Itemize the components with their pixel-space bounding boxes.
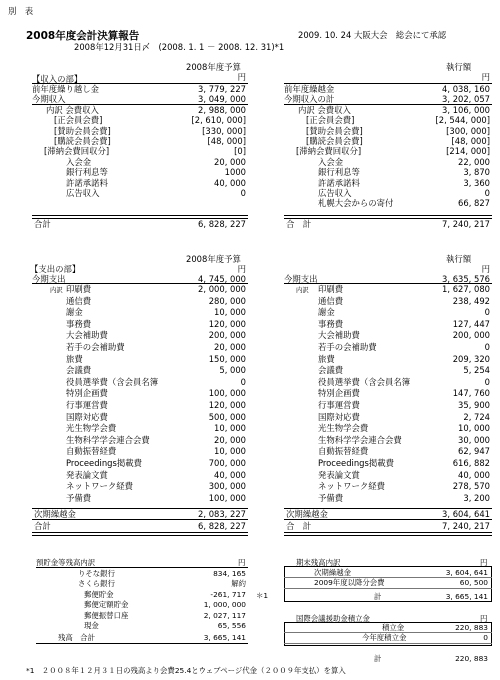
expense-budget-row-value: 280, 000	[208, 295, 246, 306]
expense-actual-row-label: 発表論文賞	[318, 469, 360, 480]
income-budget-row-label: 入会金	[66, 156, 92, 167]
period-end-row-label: 次期繰越金	[314, 568, 351, 577]
income-actual-row-label: [正会員会費]	[306, 115, 355, 126]
income-actual-row-label: 広告収入	[318, 188, 352, 198]
deposit-row-label: りそな銀行	[78, 569, 115, 578]
expense-budget-row-label: 会議費	[66, 365, 92, 376]
expense-budget-row-label: 役員選挙費（含会員名簿	[66, 376, 159, 387]
expense-actual-row-label: 予備費	[318, 492, 344, 503]
carry-label-left: 次期繰越金	[34, 509, 76, 519]
annex-label: 別 表	[8, 6, 34, 16]
deposit-row-value: -261, 717	[210, 589, 246, 599]
intl-fund-row-value: 220, 883	[455, 623, 488, 632]
income-budget-row-value: [0]	[234, 146, 246, 157]
expense-head-label-left: 今期支出	[32, 274, 66, 284]
income-budget-row-label: 前年度繰り越し金	[32, 84, 99, 94]
expense-budget-row-label: 事務費	[66, 318, 92, 329]
expense-actual-row-label: 若手の会補助費	[318, 342, 377, 352]
expense-actual-row-value: 238, 492	[452, 295, 490, 306]
expense-head-value-right: 3, 635, 576	[442, 274, 490, 284]
income-actual-row-label: 札幌大会からの寄付	[318, 198, 394, 209]
expense-actual-row-value: 278, 570	[452, 481, 490, 492]
income-budget-row-value: 40, 000	[214, 177, 246, 188]
income-unit-right: 円	[481, 72, 490, 82]
expense-budget-row-value: 10, 000	[214, 446, 246, 457]
expense-budget-row-label: 旅費	[66, 353, 83, 364]
income-unit-left: 円	[237, 72, 246, 82]
expense-actual-row-label: 光生物学会費	[318, 423, 369, 434]
intl-fund-total-label: 計	[374, 654, 382, 663]
income-budget-row-label: 内訳 会費収入	[46, 104, 99, 115]
expense-unit-left: 円	[237, 264, 246, 274]
income-actual-row-value: 3, 106, 000	[442, 104, 490, 115]
income-actual-row-label: 許諾承諾料	[318, 177, 360, 188]
expense-budget-row-value: 10, 000	[214, 423, 246, 434]
income-budget-row-value: 0	[240, 188, 246, 198]
footnote-marker: ＊1	[256, 591, 269, 600]
income-actual-row-label: 内訳 会費収入	[298, 104, 351, 115]
income-actual-row-value: 22, 000	[458, 156, 490, 167]
expense-actual-row-value: 209, 320	[452, 353, 490, 364]
expense-actual-row-label: 役員選挙費（含会員名簿	[318, 376, 411, 387]
income-budget-row-value: [48, 000]	[207, 136, 246, 146]
expense-budget-row-label: 光生物学会費	[66, 423, 117, 434]
expense-actual-row-label: 特別企画費	[318, 388, 360, 399]
expense-budget-row-label: 通信費	[66, 295, 92, 306]
expense-actual-row-value: 3, 200	[463, 492, 490, 503]
income-budget-row-label: 広告収入	[66, 188, 100, 198]
expense-budget-row-value: 20, 000	[214, 434, 246, 445]
expense-actual-row-label: ネットワーク経費	[318, 481, 385, 492]
expense-budget-row-label: 印刷費	[66, 284, 92, 294]
expense-budget-row-label: 予備費	[66, 492, 92, 503]
expense-budget-row-label: 謝金	[66, 307, 83, 318]
approval-note: 2009. 10. 24 大阪大会 総会にて承認	[298, 30, 447, 40]
income-total-label-left: 合計	[34, 219, 51, 229]
deposits-total-label: 残高 合計	[58, 633, 95, 642]
income-actual-row-label: [購読会員会費]	[306, 136, 363, 146]
deposit-row-label: さくら銀行	[78, 579, 115, 589]
deposit-row-label: 郵便貯金	[84, 589, 114, 599]
expense-breakdown-tag-left: 内訳	[50, 286, 63, 294]
expense-budget-row-value: 0	[240, 376, 246, 387]
expense-budget-row-label: 自動振替経費	[66, 446, 117, 457]
deposits-total: 3, 665, 141	[203, 633, 246, 642]
expense-actual-row-value: 40, 000	[458, 469, 490, 480]
income-actual-row-label: 入会金	[318, 156, 344, 167]
expense-budget-row-label: 行事運営費	[66, 400, 108, 410]
expense-budget-row-value: 100, 000	[208, 492, 246, 503]
expense-actual-row-label: 謝金	[318, 307, 335, 318]
income-actual-row-value: [214, 000]	[446, 146, 490, 157]
period-end-row-value: 60, 500	[459, 578, 488, 588]
expense-total-right: 7, 240, 217	[442, 521, 490, 531]
expense-actual-row-label: 印刷費	[318, 284, 344, 294]
period-end-row-label: 2009年度以降分会費	[314, 578, 385, 588]
expense-section-title: 【支出の部】	[30, 264, 81, 274]
expense-actual-header: 執行額	[446, 254, 472, 264]
income-total-left: 6, 828, 227	[198, 219, 246, 229]
expense-total-label-right: 合 計	[286, 521, 312, 531]
period-end-title: 期末残高内訳	[296, 558, 341, 567]
deposits-unit: 円	[238, 558, 246, 567]
income-budget-row-label: 今期収入	[32, 94, 66, 105]
footnote: *1 ２００８年１２月３１日の残高より会費25.4とウェブページ代金（２００９年支払）を算入	[26, 666, 346, 675]
expense-total-left: 6, 828, 227	[198, 521, 246, 531]
closing-date: 2008年12月31日〆 (2008. 1. 1 － 2008. 12. 31)*1	[74, 42, 285, 52]
carry-label-right: 次期繰越金	[286, 509, 328, 519]
expense-actual-row-value: 1, 627, 080	[442, 284, 490, 294]
deposit-row-label: 郵便振替口座	[84, 610, 129, 620]
expense-actual-row-value: 616, 882	[452, 458, 490, 468]
expense-budget-row-label: 発表論文賞	[66, 469, 108, 480]
deposit-row-label: 郵便定額貯金	[84, 600, 129, 610]
income-budget-row-label: 銀行利息等	[66, 167, 108, 178]
carry-value-left: 2, 083, 227	[198, 509, 246, 519]
expense-actual-row-label: 国際対応費	[318, 411, 360, 422]
expense-actual-row-value: 35, 900	[458, 400, 490, 410]
income-budget-row-value: 2, 988, 000	[198, 104, 246, 115]
expense-actual-row-label: 大会補助費	[318, 330, 360, 341]
income-section-title: 【収入の部】	[32, 74, 83, 84]
expense-unit-right: 円	[481, 264, 490, 274]
expense-actual-row-value: 30, 000	[458, 434, 490, 445]
intl-fund-row-label: 積立金	[382, 623, 405, 632]
expense-budget-row-label: 大会補助費	[66, 330, 108, 341]
expense-budget-header: 2008年度予算	[186, 254, 241, 264]
period-end-total: 3, 665, 141	[445, 592, 488, 601]
income-actual-row-label: 前年度繰越金	[284, 84, 335, 94]
expense-actual-row-label: 会議費	[318, 365, 344, 376]
expense-budget-row-value: 120, 000	[208, 318, 246, 329]
expense-budget-row-value: 20, 000	[214, 342, 246, 352]
expense-actual-row-label: 事務費	[318, 318, 344, 329]
deposit-row-label: 現金	[84, 621, 99, 630]
income-budget-row-value: 3, 049, 000	[198, 94, 246, 105]
intl-fund-row-label: 今年度積立金	[362, 633, 407, 643]
expense-budget-row-value: 150, 000	[208, 353, 246, 364]
expense-actual-row-label: 生物科学学会連合会費	[318, 434, 402, 445]
income-actual-row-value: 3, 360	[463, 177, 490, 188]
expense-budget-row-label: Proceedings掲載費	[66, 458, 142, 468]
income-budget-row-label: [正会員会費]	[54, 115, 103, 126]
intl-fund-row-value: 0	[483, 633, 488, 643]
income-actual-row-value: 3, 870	[463, 167, 490, 178]
intl-fund-title: 国際会議援助金積立金	[296, 614, 370, 623]
income-budget-row-label: [賛助会員会費]	[54, 125, 111, 136]
expense-budget-row-label: 国際対応費	[66, 411, 108, 422]
expense-actual-row-label: 自動振替経費	[318, 446, 369, 457]
expense-budget-row-value: 10, 000	[214, 307, 246, 318]
expense-actual-row-value: 200, 000	[452, 330, 490, 341]
expense-actual-row-value: 2, 724	[463, 411, 490, 422]
expense-actual-row-label: 行事運営費	[318, 400, 360, 410]
income-actual-row-value: [2, 544, 000]	[435, 115, 490, 126]
expense-budget-row-value: 100, 000	[208, 388, 246, 399]
expense-actual-row-value: 0	[484, 376, 490, 387]
income-budget-row-label: [滞納会費回収分]	[44, 146, 110, 157]
income-budget-header: 2008年度予算	[186, 62, 241, 72]
expense-budget-row-value: 40, 000	[214, 469, 246, 480]
expense-actual-row-value: 147, 760	[452, 388, 490, 399]
expense-budget-row-value: 500, 000	[208, 411, 246, 422]
expense-budget-row-label: 若手の会補助費	[66, 342, 125, 352]
expense-actual-row-value: 10, 000	[458, 423, 490, 434]
income-actual-row-value: 4, 038, 160	[442, 84, 490, 94]
deposits-title: 預貯金等残高内訳	[36, 558, 96, 567]
expense-actual-row-value: 0	[484, 307, 490, 318]
income-budget-row-value: 1000	[224, 167, 246, 178]
period-end-row-value: 3, 604, 641	[445, 568, 488, 577]
income-total-right: 7, 240, 217	[442, 219, 490, 229]
expense-total-label-left: 合計	[34, 521, 51, 531]
intl-fund-total: 220, 883	[455, 654, 488, 663]
income-actual-row-value: [300, 000]	[446, 125, 490, 136]
expense-budget-row-label: 生物科学学会連合会費	[66, 434, 150, 445]
income-budget-row-label: 許諾承諾料	[66, 177, 108, 188]
income-budget-row-value: [2, 610, 000]	[191, 115, 246, 126]
income-actual-row-value: 0	[484, 188, 490, 198]
income-actual-row-value: 66, 827	[458, 198, 490, 209]
income-actual-header: 執行額	[446, 62, 472, 72]
income-actual-row-label: 今期収入の計	[284, 94, 335, 105]
period-end-total-label: 計	[374, 592, 382, 601]
expense-budget-row-value: 200, 000	[208, 330, 246, 341]
carry-value-right: 3, 604, 641	[442, 509, 490, 519]
intl-fund-unit: 円	[480, 614, 488, 623]
expense-actual-row-label: 旅費	[318, 353, 335, 364]
expense-breakdown-tag-right: 内訳	[296, 286, 309, 294]
income-budget-row-value: 20, 000	[214, 156, 246, 167]
deposit-row-value: 65, 556	[217, 621, 246, 630]
expense-head-value-left: 4, 745, 000	[198, 274, 246, 284]
expense-actual-row-value: 127, 447	[452, 318, 490, 329]
expense-budget-row-value: 5, 000	[219, 365, 246, 376]
income-budget-row-label: [購読会員会費]	[54, 136, 111, 146]
deposit-row-value: 解約	[231, 579, 246, 589]
expense-budget-row-value: 2, 000, 000	[198, 284, 246, 294]
expense-actual-row-label: 通信費	[318, 295, 344, 306]
deposit-row-value: 1, 000, 000	[203, 600, 246, 610]
expense-budget-row-value: 300, 000	[208, 481, 246, 492]
income-budget-row-value: [330, 000]	[202, 125, 246, 136]
period-end-unit: 円	[480, 558, 488, 567]
expense-actual-row-value: 0	[484, 342, 490, 352]
expense-budget-row-value: 700, 000	[208, 458, 246, 468]
expense-budget-row-value: 120, 000	[208, 400, 246, 410]
income-actual-row-label: 銀行利息等	[318, 167, 360, 178]
expense-actual-row-value: 62, 947	[458, 446, 490, 457]
expense-head-label-right: 今期支出	[284, 274, 318, 284]
income-actual-row-value: [48, 000]	[451, 136, 490, 146]
page-title: 2008年度会計決算報告	[26, 30, 140, 42]
income-actual-row-label: [滞納会費回収分]	[296, 146, 362, 157]
income-total-label-right: 合 計	[286, 219, 312, 229]
expense-actual-row-label: Proceedings掲載費	[318, 458, 394, 468]
expense-budget-row-label: ネットワーク経費	[66, 481, 133, 492]
deposit-row-value: 2, 027, 117	[203, 610, 246, 620]
deposit-row-value: 834, 165	[213, 569, 246, 578]
expense-budget-row-label: 特別企画費	[66, 388, 108, 399]
income-actual-row-label: [賛助会員会費]	[306, 125, 363, 136]
expense-actual-row-value: 5, 254	[463, 365, 490, 376]
income-budget-row-value: 3, 779, 227	[198, 84, 246, 94]
income-actual-row-value: 3, 202, 057	[442, 94, 490, 105]
